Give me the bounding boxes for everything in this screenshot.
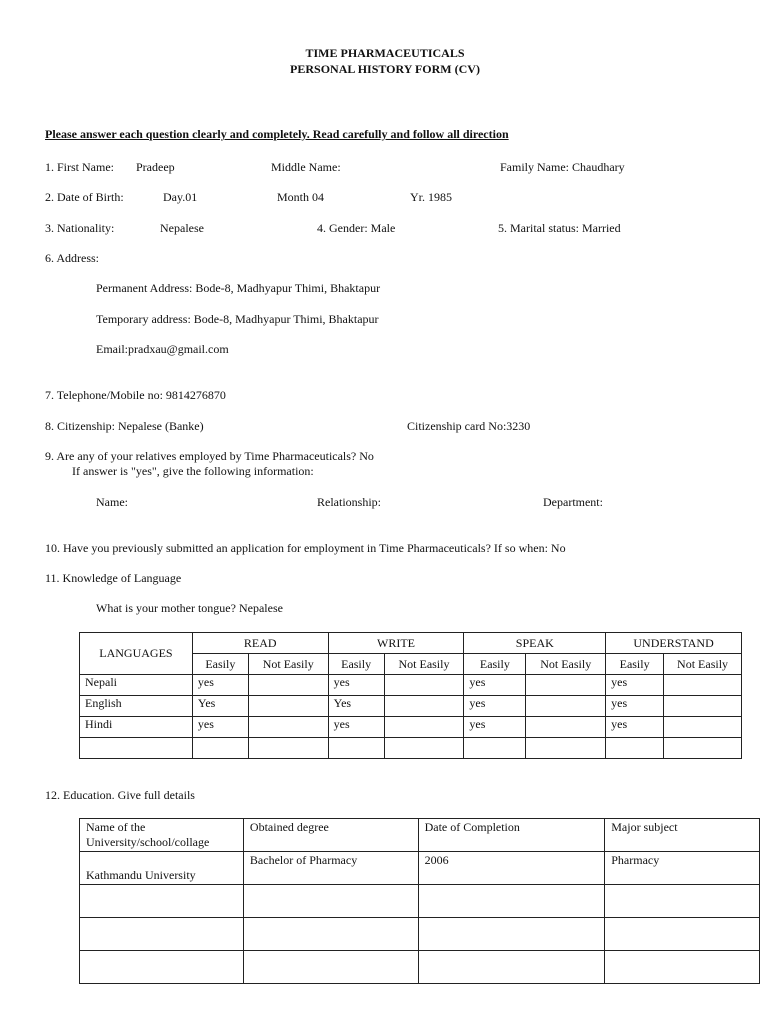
understand-not-easily <box>664 696 742 717</box>
language-name: Hindi <box>80 717 193 738</box>
speak-easily: yes <box>464 675 526 696</box>
family-name: Family Name: Chaudhary <box>500 160 625 174</box>
dob-day: Day.01 <box>163 190 198 204</box>
edu-degree: Bachelor of Pharmacy <box>243 852 418 885</box>
edu-subject: Pharmacy <box>605 852 760 885</box>
understand-easily: yes <box>606 717 664 738</box>
read-not-easily <box>248 696 328 717</box>
understand-not-easily <box>664 675 742 696</box>
read-not-easily <box>248 717 328 738</box>
temporary-address: Temporary address: Bode-8, Madhyapur Thimi, Bhaktapur <box>96 312 379 326</box>
language-name: Nepali <box>80 675 193 696</box>
write-not-easily <box>384 717 464 738</box>
edu-header-date: Date of Completion <box>418 819 605 852</box>
sub-easily: Easily <box>464 654 526 675</box>
table-row-empty <box>80 738 742 759</box>
languages-col-header: LANGUAGES <box>80 633 193 675</box>
edu-header-subject: Major subject <box>605 819 760 852</box>
instruction-text: Please answer each question clearly and completely. Read carefully and follow all direction <box>45 127 509 141</box>
dob-month: Month 04 <box>277 190 325 204</box>
speak-easily: yes <box>464 717 526 738</box>
previous-application: 10. Have you previously submitted an application for employment in Time Pharmaceuticals? If so when: No <box>45 541 566 555</box>
first-name-label: 1. First Name: <box>45 160 114 174</box>
sub-not-easily: Not Easily <box>664 654 742 675</box>
relatives-question: 9. Are any of your relatives employed by Time Pharmaceuticals? No <box>45 449 374 463</box>
sub-not-easily: Not Easily <box>526 654 606 675</box>
read-easily: yes <box>192 675 248 696</box>
speak-not-easily <box>526 675 606 696</box>
edu-date: 2006 <box>418 852 605 885</box>
table-row <box>80 675 742 696</box>
write-easily: yes <box>328 675 384 696</box>
citizenship: 8. Citizenship: Nepalese (Banke) <box>45 419 204 433</box>
education-header-row <box>80 819 760 852</box>
write-easily: Yes <box>328 696 384 717</box>
speak-not-easily <box>526 696 606 717</box>
telephone: 7. Telephone/Mobile no: 9814276870 <box>45 388 226 402</box>
permanent-address: Permanent Address: Bode-8, Madhyapur Thimi, Bhaktapur <box>96 281 381 295</box>
relationship-label: Relationship: <box>317 495 381 509</box>
read-easily: Yes <box>192 696 248 717</box>
language-name: English <box>80 696 193 717</box>
nationality-label: 3. Nationality: <box>45 221 115 235</box>
sub-easily: Easily <box>606 654 664 675</box>
understand-easily: yes <box>606 675 664 696</box>
sub-not-easily: Not Easily <box>384 654 464 675</box>
sub-not-easily: Not Easily <box>248 654 328 675</box>
table-row <box>80 852 760 885</box>
edu-header-degree: Obtained degree <box>243 819 418 852</box>
nationality-value: Nepalese <box>160 221 204 235</box>
education-label: 12. Education. Give full details <box>45 788 195 802</box>
table-row-empty <box>80 951 760 984</box>
edu-institution: Kathmandu University <box>80 852 244 885</box>
department-label: Department: <box>543 495 603 509</box>
dob-label: 2. Date of Birth: <box>45 190 124 204</box>
understand-not-easily <box>664 717 742 738</box>
marital-status: 5. Marital status: Married <box>498 221 621 235</box>
speak-header: SPEAK <box>464 633 606 654</box>
table-row <box>80 696 742 717</box>
dob-year: Yr. 1985 <box>410 190 452 204</box>
table-row <box>80 717 742 738</box>
speak-easily: yes <box>464 696 526 717</box>
edu-header-name: Name of the University/school/collage <box>80 819 244 852</box>
relatives-followup: If answer is "yes", give the following information: <box>72 464 314 478</box>
understand-easily: yes <box>606 696 664 717</box>
write-not-easily <box>384 696 464 717</box>
write-not-easily <box>384 675 464 696</box>
write-header: WRITE <box>328 633 464 654</box>
relative-name-label: Name: <box>96 495 128 509</box>
gender: 4. Gender: Male <box>317 221 396 235</box>
education-table <box>79 818 760 984</box>
language-knowledge-label: 11. Knowledge of Language <box>45 571 182 585</box>
sub-easily: Easily <box>328 654 384 675</box>
company-name: TIME PHARMACEUTICALS <box>305 46 465 60</box>
read-not-easily <box>248 675 328 696</box>
languages-table <box>79 632 742 759</box>
read-header: READ <box>192 633 328 654</box>
table-row-empty <box>80 885 760 918</box>
email: Email:pradxau@gmail.com <box>96 342 229 356</box>
table-row-empty <box>80 918 760 951</box>
middle-name-label: Middle Name: <box>271 160 341 174</box>
first-name-value: Pradeep <box>136 160 175 174</box>
speak-not-easily <box>526 717 606 738</box>
sub-easily: Easily <box>192 654 248 675</box>
form-title: PERSONAL HISTORY FORM (CV) <box>290 62 480 76</box>
address-label: 6. Address: <box>45 251 99 265</box>
mother-tongue: What is your mother tongue? Nepalese <box>96 601 283 615</box>
citizenship-card: Citizenship card No:3230 <box>407 419 531 433</box>
write-easily: yes <box>328 717 384 738</box>
languages-header-row <box>80 633 742 654</box>
understand-header: UNDERSTAND <box>606 633 742 654</box>
read-easily: yes <box>192 717 248 738</box>
